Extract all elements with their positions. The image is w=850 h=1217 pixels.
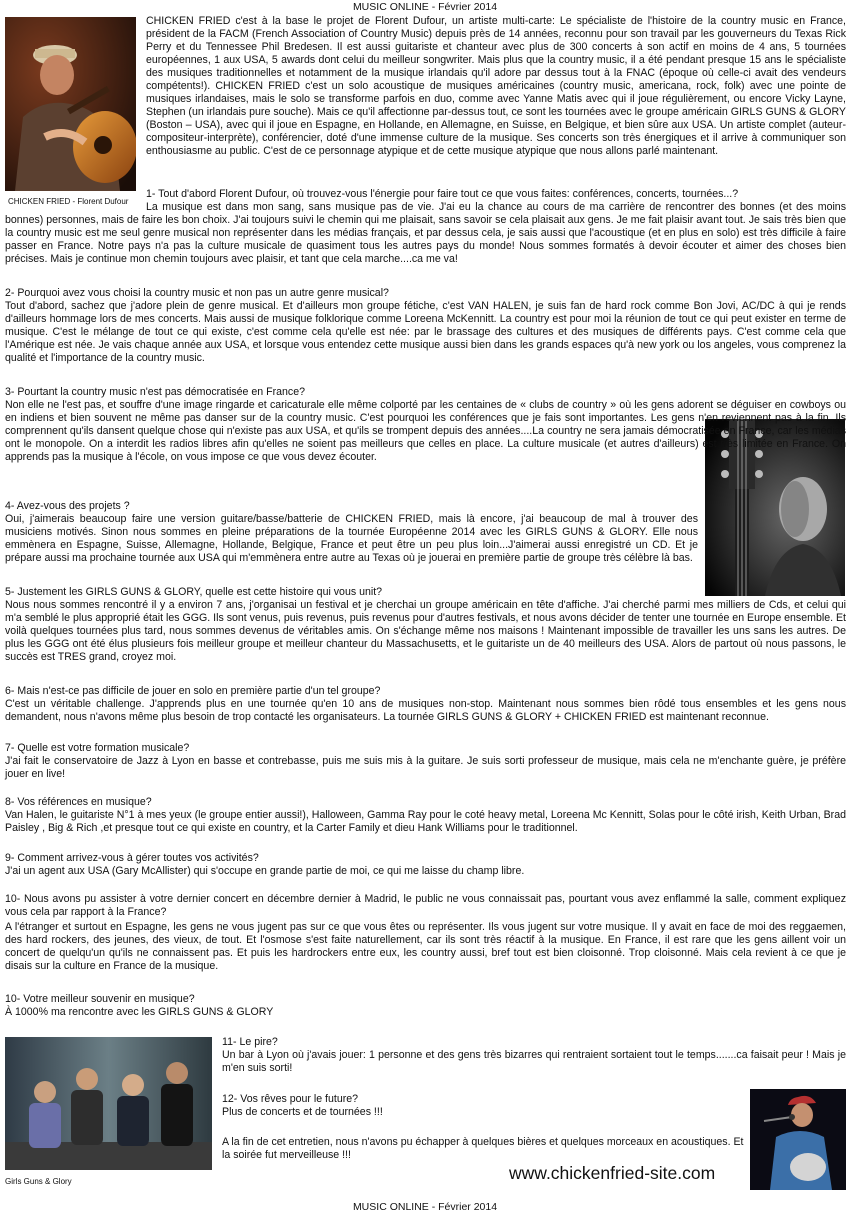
photo-florent-dufour	[5, 17, 136, 191]
question-13: 12- Vos rêves pour le future?	[222, 1093, 359, 1105]
answer-4: Oui, j'aimerais beaucoup faire une version guitare/basse/batterie de CHICKEN FRIED, mais là encore, j'ai beaucoup de mal à trouver des musiciens motivés. Sinon nous sommes en pleine préparations de la tournée Européenne 2014 avec les GIRLS GUNS & GLORY. Elle nous emmènera en Espagne, Suisse, Allemagne, Hollande, Belgique, France et peut être un peu plus loin...J'aimerai aussi enregistré un CD. Et je prépare aussi ma prochaine tournée aux USA qui m'emmènera entre autre au Texas où je jouerai en première partie de groupe très célèbre là bas.	[5, 513, 698, 564]
answer-8: Van Halen, le guitariste N°1 à mes yeux (le groupe entier aussi!), Halloween, Gamma Ray pour le coté heavy metal, Loreena Mc Kennitt, Solas pour le côté irish, Keith Urban, Brad Paisley , Big & Rich ,et presque tout ce qui existe en country, et la Carter Family et dieu Hank Williams pour le traditionnel.	[5, 809, 846, 834]
question-4: 4- Avez-vous des projets ?	[5, 500, 130, 512]
answer-11: À 1000% ma rencontre avec les GIRLS GUNS & GLORY	[5, 1006, 274, 1018]
answer-7: J'ai fait le conservatoire de Jazz à Lyon en basse et contrebasse, puis me suis mis à la guitare. Je suis sorti professeur de musique, mais cela ne m'enchante guère, je préfère jouer en live!	[5, 755, 846, 780]
answer-3: Non elle ne l'est pas, et souffre d'une image ringarde et caricaturale elle même colporté par les centaines de « clubs de country » où les gens adorent se déguiser en cowboys ou en indiens et bien souvent ne même pas danser sur de la country music. C'est pourquoi les conférences que je fais sont importantes. Les gens n'en reviennent pas à la fin. Ils comprennent qu'ils dansent quelque chose qui n'existe pas aux USA, et qu'ils se trompent depuis des années....La country ne sera jamais démocratisée en France, car les médias ont le monopole. On a interdit les radios libres afin qu'elles ne soient pas meilleurs que celles en place. La culture musicale (et autres d'ailleurs) est très limitée en France. On apprends pas la musique à l'école, on vous impose ce que vous devez écouter.	[5, 399, 846, 463]
band-illustration	[5, 1037, 212, 1170]
website-link[interactable]: www.chickenfried-site.com	[509, 1163, 716, 1183]
answer-5: Nous nous sommes rencontré il y a environ 7 ans, j'organisai un festival et je cherchai un groupe américain en tête d'affiche. J'ai cherché parmi mes milliers de Cds, et celui qui m'a semblé le plus approprié était les GGG. Ils sont venus, puis revenus, puis revenus pour d'autres festivals, et nous avons décider de tenter une tournée en Europe ensemble. Et voilà quelques tournées plus tard, nous sommes devenus de véritables amis. On s'échange même nos maisons ! Maintenant impossible de travailler les uns sans les autres. De plus les GGG ont été élus plusieurs fois meilleur groupe et meilleur chanteur du Massachusetts, et le guitariste un de 40 meilleurs des USA. Alors de partout où nous passons, le succès est TRES grand, croyez moi.	[5, 599, 846, 663]
photo-stage-singer	[750, 1089, 846, 1190]
answer-9: J'ai un agent aux USA (Gary McAllister) qui s'occupe en grande partie de moi, ce qui me laisse du champ libre.	[5, 865, 525, 877]
photo-caption: Girls Guns & Glory	[5, 1177, 72, 1186]
question-5: 5- Justement les GIRLS GUNS & GLORY, quelle est cette histoire qui vous unit?	[5, 586, 383, 598]
answer-13: Plus de concerts et de tournées !!!	[222, 1106, 383, 1118]
answer-12: Un bar à Lyon où j'avais jouer: 1 personne et des gens très bizarres qui rentraient sortaient tout le temps.......ca faisait peur ! Mais je m'en suis sorti!	[222, 1049, 846, 1074]
question-1: 1- Tout d'abord Florent Dufour, où trouvez-vous l'énergie pour faire tout ce que vous faites: conférences, concerts, tournées...?	[146, 188, 739, 200]
singer-guitar-illustration	[5, 17, 136, 191]
question-6: 6- Mais n'est-ce pas difficile de jouer en solo en première partie d'un tel groupe?	[5, 685, 381, 697]
photo-caption: CHICKEN FRIED - Florent Dufour	[8, 197, 129, 206]
question-11: 10- Votre meilleur souvenir en musique?	[5, 993, 195, 1005]
outro-paragraph: A la fin de cet entretien, nous n'avons pu échapper à quelques bières et quelques morceaux en acoustiques. Et la soirée fut merveilleuse !!!	[222, 1136, 744, 1161]
question-7: 7- Quelle est votre formation musicale?	[5, 742, 190, 754]
page-header: MUSIC ONLINE - Février 2014	[352, 1, 498, 13]
answer-1: La musique est dans mon sang, sans musique pas de vie. J'ai eu la chance au cours de ma carrière de rencontrer des bonnes (et des moins bonnes) personnes, mais de faire les bon choix. J'ai toujours suivi le chemin qui me plaisait, sans savoir se cela plaisait aux gens. Je me fait plaisir avant tout. Je sais très bien que la country music est me seul genre musical non représenter dans les médias français, et par dessus cela, je sais aussi que l'acoustique (et en plus en solo) est très difficile à faire passer en France. Notre pays n'a pas la culture musicale de quasiment tous les autres pays du monde! Nous sommes formatés à devoir écouter et aimer des choses bien précises. Mais je continue mon chemin toujours avec plaisir, et tant que cela marche....ca me va!	[5, 201, 846, 265]
answer-6: C'est un véritable challenge. J'apprends plus en une tournée qu'en 10 ans de musiques non-stop. Maintenant nous sommes bien rôdé tous ensembles et les gens nous demandent, nous n'avons même plus besoin de trop contacté les organisateurs. La tournée GIRLS GUNS & GLORY + CHICKEN FRIED est maintenant reconnue.	[5, 698, 846, 723]
question-12: 11- Le pire?	[222, 1036, 278, 1048]
answer-2: Tout d'abord, sachez que j'adore plein de genre musical. Et d'ailleurs mon groupe fétiche, c'est VAN HALEN, je suis fan de hard rock comme Bon Jovi, AC/DC à qui je rends d'ailleurs hommage lors de mes concerts. Mais aussi de musique folklorique comme Loreena McKennitt. La country est pour moi la réunion de tout ce qui peut exister en terme de musique. C'est le mélange de tout ce qui existe, c'est comme cela qu'elle est née: par le brassage des cultures et des musiques de différents pays. C'est comme cela que l'Amérique est née. Je vais chaque année aux USA, et lorsque vous entendez cette musique aussi bien dans les grands espaces qu'à new york ou los angeles, vous comprenez la qualité et l'importance de la country music.	[5, 300, 846, 364]
intro-paragraph: CHICKEN FRIED c'est à la base le projet de Florent Dufour, un artiste multi-carte: Le spécialiste de l'histoire de la country music en France, président de la FACM (French Association of Country Music) depuis près de 14 années, reconnu pour son travail par les gouverneurs du Texas Rick Perry et du Tennessee Phil Bredesen. Il est aussi guitariste et chanteur avec plus de 300 concerts à son actif en moins de 4 ans, 5 tournées européennes, 1 aux USA, 5 awards dont celui du meilleur songwriter. Mais plus que la country music, il a été pendant presque 15 ans le spécialiste des musiques traditionnelles et notamment de la musique irlandais qu'il adore par dessus tout à la FNAC (époque où celle-ci avait des vendeurs compétents!). CHICKEN FRIED c'est un solo acoustique de musiques américaines (country music, americana, rock, folk) avec une pointe de musiques irlandaises, mais le solo se transforme parfois en duo, comme avec Yanne Matis avec qui il joue régulièrement, ou encore Vicky Layne, Stephen (un irlandais pure souche). Mais ce qu'il affectionne par-dessus tout, ce sont les tournées avec le groupe américain GIRLS GUNS & GLORY (Boston – USA), avec qui il joue en Espagne, en Hollande, en Allemagne, en Suisse, en Belgique, et bien sûre aux USA. Un artiste complet (auteur-compositeur-interprète), conférencier, doté d'une immense culture de la musique. Ses concerts son très énergiques et il arrive à communiquer son enthousiasme au public. C'est de ce personnage atypique et de cette musique atypique que nous allons parlé maintenant.	[146, 15, 846, 157]
question-8: 8- Vos références en musique?	[5, 796, 152, 808]
stage-singer-illustration	[750, 1089, 846, 1190]
answer-10: A l'étranger et surtout en Espagne, les gens ne vous jugent pas sur ce que vous êtes ou représenter. Ils vous jugent sur votre musique. Il y avait en face de moi des reggaemen, des hard rockers, des jeunes, des vieux, de tout. Et l'osmose s'est faite naturellement, car ils sont très réactif à la musique. En France, il est rare que les gens aillent voir un concert de quelqu'un qu'ils ne connaissent pas. Et puis les hardrockers entre eux, les country aussi, bref tout est bien cloisonné. Trop cloisonné. Mais cela revient à ce que je disais sur la culture en France de la musique.	[5, 921, 846, 972]
question-2: 2- Pourquoi avez vous choisi la country music et non pas un autre genre musical?	[5, 287, 389, 299]
question-10: 10- Nous avons pu assister à votre dernier concert en décembre dernier à Madrid, le public ne vous connaissait pas, pourtant vous avez enflammé la salle, comment expliquez vous cela par rapport à la France?	[5, 893, 846, 918]
photo-girls-guns-glory	[5, 1037, 212, 1170]
question-9: 9- Comment arrivez-vous à gérer toutes vos activités?	[5, 852, 259, 864]
question-3: 3- Pourtant la country music n'est pas démocratisée en France?	[5, 386, 305, 398]
page-footer: MUSIC ONLINE - Février 2014	[352, 1201, 498, 1213]
